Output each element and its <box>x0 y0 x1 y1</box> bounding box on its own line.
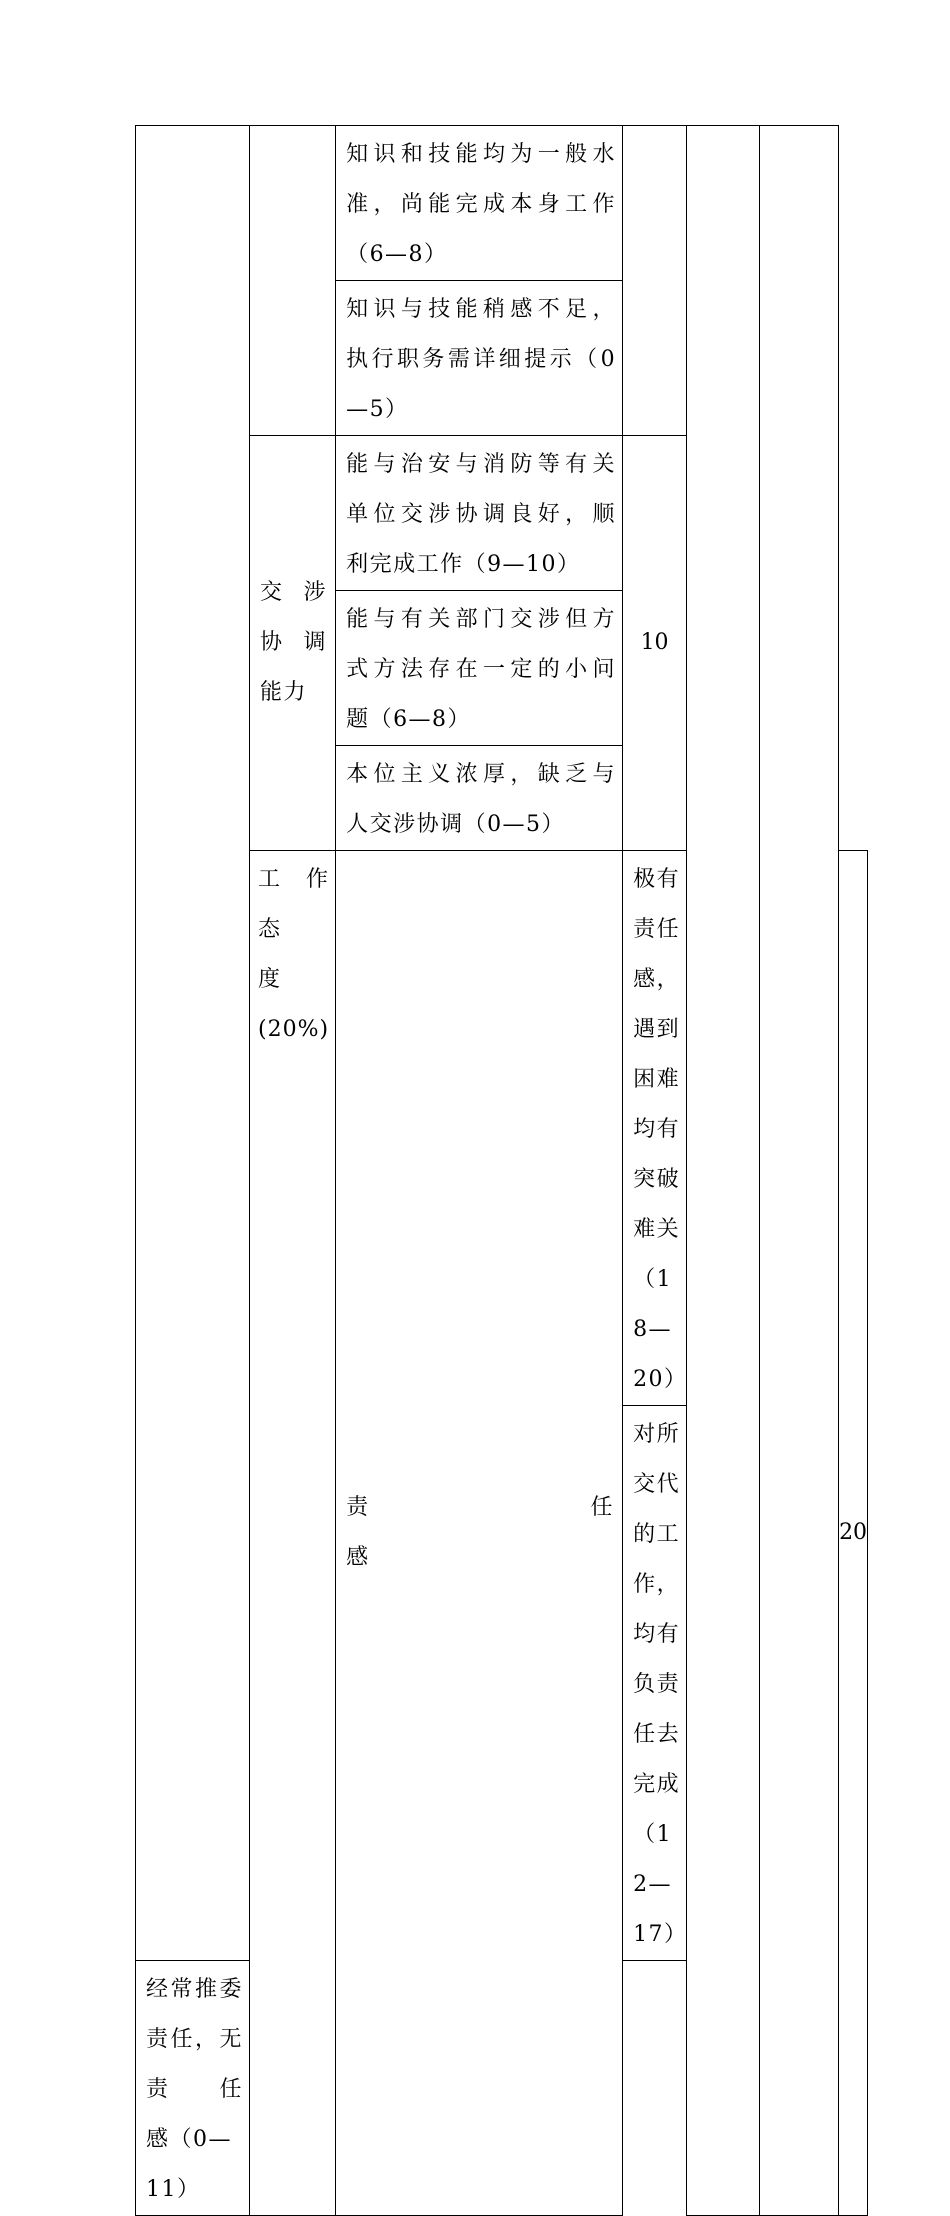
criteria-cell: 能与治安与消防等有关 单位交涉协调良好，顺 利完成工作（9—10） <box>336 436 623 591</box>
criteria-cell: 经常推委责任，无责任 感（0—11） <box>136 1961 250 2216</box>
subcategory-cell: 责 任 感 <box>336 851 623 2216</box>
score-cell: 20 <box>839 851 868 2216</box>
criteria-cell: 对所交代的工作，均有 负责任去完成（12—17） <box>623 1406 687 1961</box>
self-score-cell <box>687 126 760 2216</box>
criteria-cell: 知识和技能均为一般水 准，尚能完成本身工作 （6—8） <box>336 126 623 281</box>
criteria-cell: 能与有关部门交涉但方 式方法存在一定的小问 题（6—8） <box>336 591 623 746</box>
evaluation-table <box>135 125 868 2216</box>
score-cell: 10 <box>623 436 687 851</box>
criteria-cell: 知识与技能稍感不足， 执行职务需详细提示（0 —5） <box>336 281 623 436</box>
criteria-cell: 极有责任感，遇到困难 均有突破难关（18—20） <box>623 851 687 1406</box>
subcategory-cell-empty <box>250 126 336 436</box>
category-cell-empty <box>136 126 250 1961</box>
table-row <box>136 126 868 281</box>
category-cell: 工 作 态 度(20%) <box>250 851 336 2216</box>
subcategory-cell: 交 涉 协 调 能力 <box>250 436 336 851</box>
score-cell-empty <box>623 126 687 436</box>
criteria-cell: 本位主义浓厚，缺乏与 人交涉协调（0—5） <box>336 746 623 851</box>
final-score-cell <box>760 126 839 2216</box>
